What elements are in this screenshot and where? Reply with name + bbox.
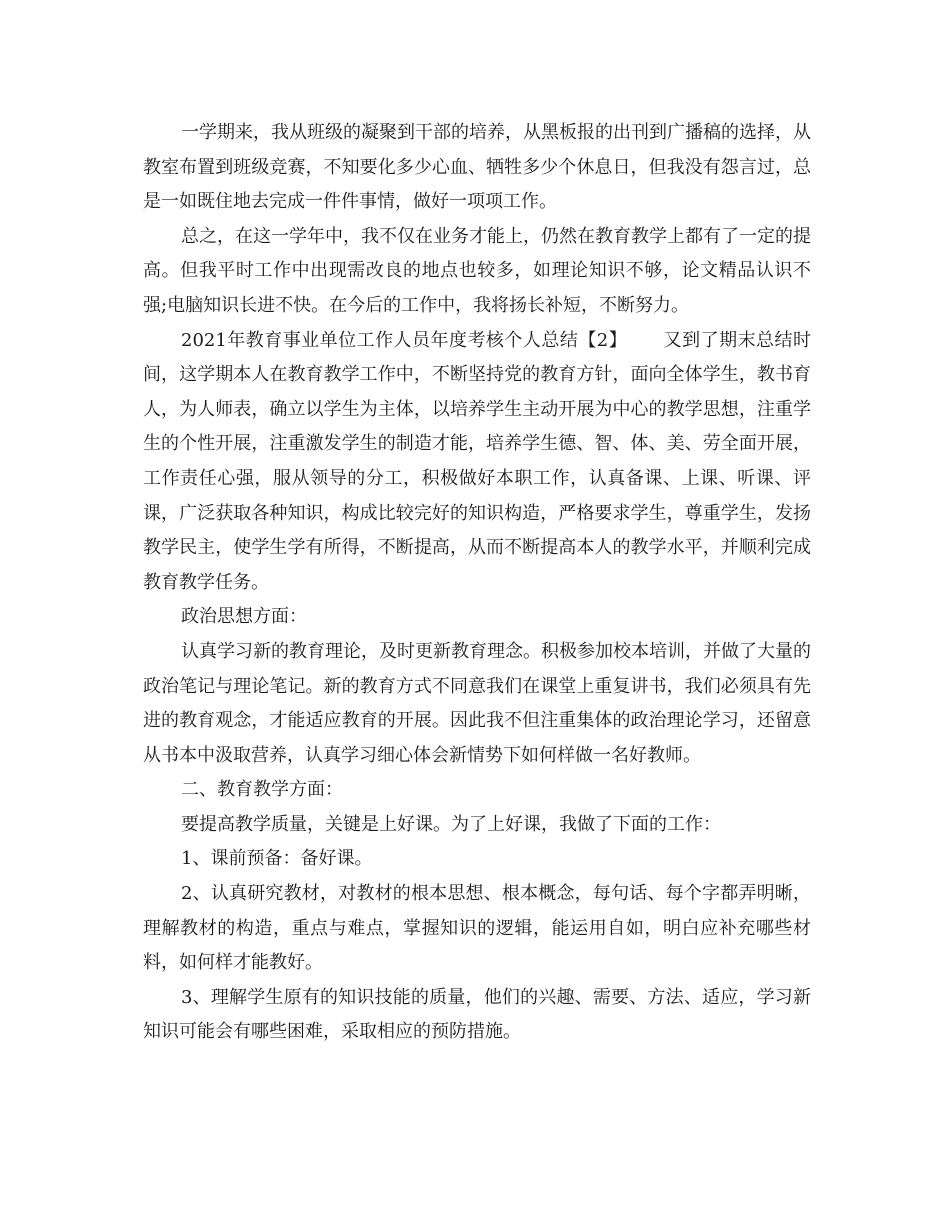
section-body: 又到了期末总结时间，这学期本人在教育教学工作中，不断坚持党的教育方针，面向全体学生，教书育人，为人师表，确立以学生为主体，以培养学生主动开展为中心的教学思想，注重学生的个性开展，注重激发学生的制造才能，培养学生德、智、体、美、劳全面开展，工作责任心强，服从领导的分工，积极做好本职工作，认真备课、上课、听课、评课，广泛获取各种知识，构成比较完好的知识构造，严格要求学生，尊重学生，发扬教学民主，使学生学有所得，不断提高，从而不断提高本人的教学水平，并顺利完成教育教学任务。 — [143, 329, 812, 593]
heading-teaching: 二、教育教学方面： — [181, 779, 343, 801]
section-paragraph — [143, 324, 811, 601]
list-item-3: 3、理解学生原有的知识技能的质量，他们的兴趣、需要、方法、适应，学习新知识可能会有哪些困难，采取相应的预防措施。 — [143, 986, 811, 1043]
list-item-2: 2、认真研究教材，对教材的根本思想、根本概念，每句话、每个字都弄明晰，理解教材的构造，重点与难点，掌握知识的逻辑，能运用自如，明白应补充哪些材料，如何样才能教好。 — [143, 883, 811, 974]
paragraph-1: 一学期来，我从班级的凝聚到干部的培养，从黑板报的出刊到广播稿的选择，从教室布置到班级竞赛，不知要化多少心血、牺牲多少个休息日，但我没有怨言过，总是一如既住地去完成一件件事情，做好一项项工作。 — [143, 122, 811, 213]
section-title: 2021年教育事业单位工作人员年度考核个人总结【2】 — [181, 329, 628, 351]
heading-political: 政治思想方面： — [181, 606, 307, 628]
paragraph-teaching-intro: 要提高教学质量，关键是上好课。为了上好课，我做了下面的工作： — [181, 813, 721, 835]
document-body — [143, 116, 811, 1050]
list-item-1: 1、课前预备：备好课。 — [181, 848, 373, 870]
paragraph-political: 认真学习新的教育理论，及时更新教育理念。积极参加校本培训，并做了大量的政治笔记与理论笔记。新的教育方式不同意我们在课堂上重复讲书，我们必须具有先进的教育观念，才能适应教育的开展。因此我不但注重集体的政治理论学习，还留意从书本中汲取营养，认真学习细心体会新情势下如何样做一名好教师。 — [143, 640, 811, 766]
paragraph-2: 总之，在这一学年中，我不仅在业务才能上，仍然在教育教学上都有了一定的提高。但我平时工作中出现需改良的地点也较多，如理论知识不够，论文精品认识不强;电脑知识长进不快。在今后的工作中，我将扬长补短，不断努力。 — [143, 225, 811, 316]
